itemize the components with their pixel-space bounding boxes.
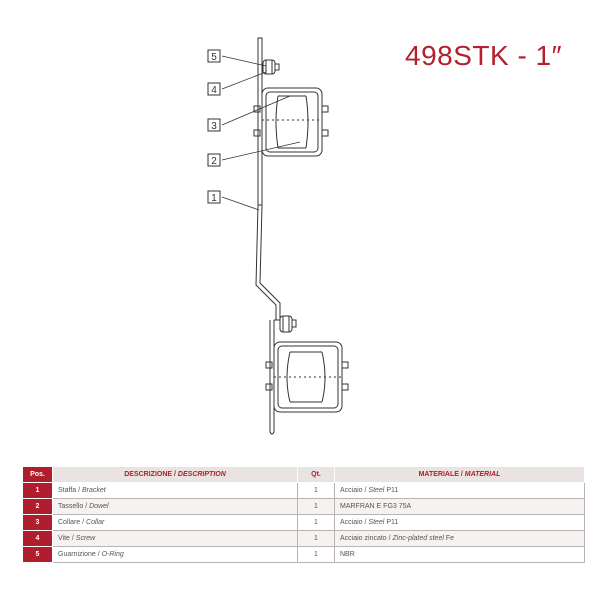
row-material: NBR bbox=[335, 547, 585, 563]
row-qt: 1 bbox=[298, 547, 335, 563]
table-row bbox=[23, 531, 585, 547]
row-qt: 1 bbox=[298, 483, 335, 499]
header-material: MATERIALE / MATERIAL bbox=[335, 467, 585, 483]
row-pos: 4 bbox=[23, 531, 53, 547]
leader-lines bbox=[222, 56, 300, 210]
bracket-bend bbox=[256, 205, 280, 320]
table-row bbox=[23, 547, 585, 563]
upper-collar bbox=[254, 88, 328, 156]
row-description: Guarnizione / O-Ring bbox=[53, 547, 298, 563]
row-material: MARFRAN E FG3 75A bbox=[335, 499, 585, 515]
table-row bbox=[23, 515, 585, 531]
header-pos: Pos. bbox=[23, 467, 53, 483]
table-header-row bbox=[23, 467, 585, 483]
row-material: Acciaio / Steel P11 bbox=[335, 515, 585, 531]
row-pos: 3 bbox=[23, 515, 53, 531]
row-description: Collare / Collar bbox=[53, 515, 298, 531]
lower-screw bbox=[280, 316, 296, 332]
row-pos: 2 bbox=[23, 499, 53, 515]
bracket-lower bbox=[270, 320, 274, 434]
row-qt: 1 bbox=[298, 515, 335, 531]
row-description: Tassello / Dowel bbox=[53, 499, 298, 515]
row-material: Acciaio zincato / Zinc-plated steel Fe bbox=[335, 531, 585, 547]
callout-3: 3 bbox=[211, 121, 217, 132]
row-qt: 1 bbox=[298, 531, 335, 547]
callout-5: 5 bbox=[211, 52, 217, 63]
product-title: 498STK - 1″ bbox=[405, 40, 563, 71]
table-row bbox=[23, 483, 585, 499]
row-description: Vite / Screw bbox=[53, 531, 298, 547]
table-row bbox=[23, 499, 585, 515]
lower-collar bbox=[266, 342, 348, 412]
row-material: Acciaio / Steel P11 bbox=[335, 483, 585, 499]
row-pos: 5 bbox=[23, 547, 53, 563]
row-qt: 1 bbox=[298, 499, 335, 515]
header-qt: Qt. bbox=[298, 467, 335, 483]
callout-2: 2 bbox=[211, 156, 217, 167]
bracket-outline bbox=[258, 38, 262, 205]
row-description: Staffa / Bracket bbox=[53, 483, 298, 499]
callout-1: 1 bbox=[211, 193, 217, 204]
callout-4: 4 bbox=[211, 85, 217, 96]
header-description: DESCRIZIONE / DESCRIPTION bbox=[53, 467, 298, 483]
parts-table bbox=[22, 466, 585, 563]
row-pos: 1 bbox=[23, 483, 53, 499]
